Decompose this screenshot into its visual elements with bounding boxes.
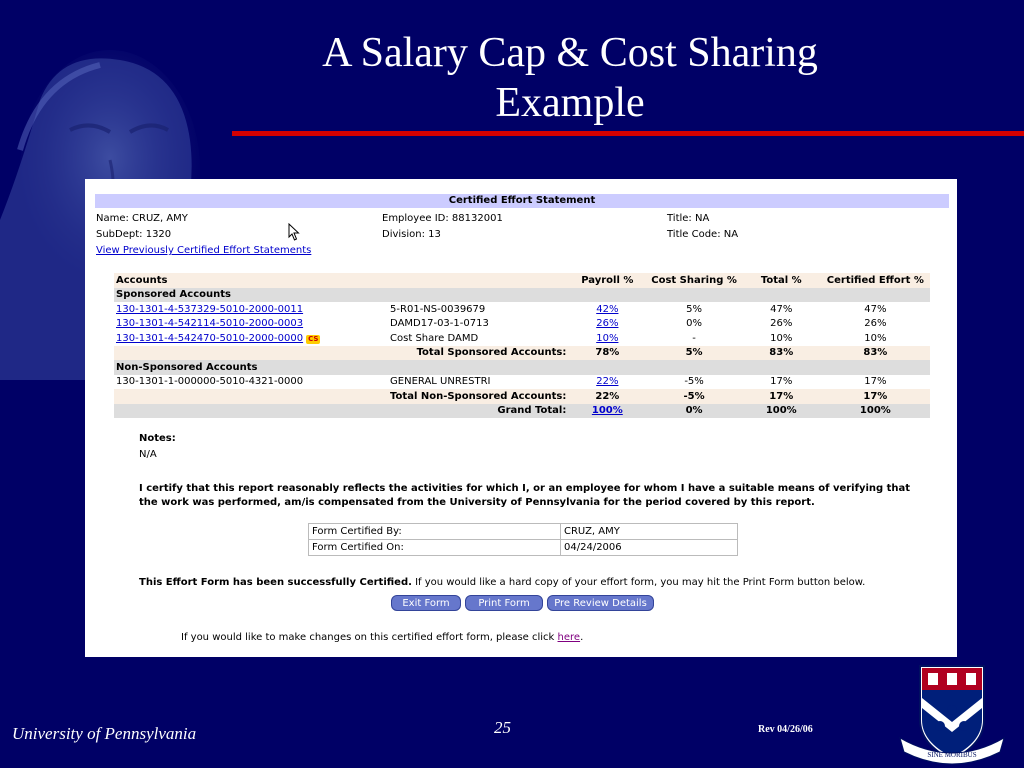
nonsponsored-total-certified: 17% — [821, 389, 930, 404]
table-row — [114, 331, 930, 346]
certified-value: 26% — [864, 318, 887, 330]
certification-statement: I certify that this report reasonably reflects the activities for which I, or an employee for whom I have a suitable means of verifying that the work was performed, am/is compensated from the University of Pennsylvania for the period covered by this report. — [139, 483, 911, 508]
cost-sharing-value: -5% — [684, 376, 704, 388]
employee-subdept: SubDept: 1320 — [96, 229, 172, 240]
effort-form-screenshot — [85, 179, 957, 657]
accounts-header-row — [114, 273, 930, 288]
certified-on-row — [309, 540, 738, 556]
certified-by-value: CRUZ, AMY — [561, 524, 738, 540]
change-text: If you would like to make changes on this certified effort form, please click — [181, 632, 558, 643]
payroll-link[interactable]: 26% — [596, 318, 619, 330]
form-heading: Certified Effort Statement — [95, 194, 949, 208]
nonsponsored-total-row — [114, 389, 930, 404]
cost-share-badge: CS — [308, 334, 319, 343]
sponsored-section-row — [114, 288, 930, 303]
logo-motto: SINE MORIBUS — [927, 751, 977, 759]
certified-on-label: Form Certified On: — [309, 540, 561, 556]
grand-total-payroll-link[interactable]: 100% — [591, 405, 623, 417]
total-value: 26% — [770, 318, 793, 330]
grand-total-cost-sharing: 0% — [646, 404, 741, 419]
account-link[interactable]: 130-1301-4-542470-5010-2000-0000 — [116, 332, 304, 344]
nonsponsored-total-payroll: 22% — [568, 389, 646, 404]
sponsored-total-payroll: 78% — [568, 346, 646, 361]
nonsponsored-total-cost-sharing: -5% — [646, 389, 741, 404]
notes-label: Notes: — [139, 433, 176, 444]
revision-date: Rev 04/26/06 — [758, 724, 813, 735]
account-link[interactable]: 130-1301-4-537329-5010-2000-0011 — [116, 303, 304, 315]
nonsponsored-total-total: 17% — [742, 389, 821, 404]
notes-value: N/A — [139, 449, 157, 460]
col-certified-effort: Certified Effort % — [821, 273, 930, 288]
grand-total-total: 100% — [742, 404, 821, 419]
change-instructions — [181, 632, 583, 643]
pre-review-details-button[interactable]: Pre Review Details — [547, 595, 654, 611]
col-payroll: Payroll % — [568, 273, 646, 288]
mouse-cursor-icon — [288, 223, 300, 241]
certified-value: 17% — [864, 376, 887, 388]
penn-shield-logo — [896, 664, 1008, 768]
page-number: 25 — [494, 718, 511, 737]
success-bold: This Effort Form has been successfully Certified. — [139, 577, 412, 588]
account-description: DAMD17-03-1-0713 — [390, 318, 489, 330]
success-message — [139, 577, 865, 588]
col-total: Total % — [742, 273, 821, 288]
grand-total-certified: 100% — [821, 404, 930, 419]
certified-value: 10% — [864, 332, 887, 344]
employee-division: Division: 13 — [382, 229, 441, 240]
table-row — [114, 375, 930, 390]
total-value: 10% — [770, 332, 793, 344]
cost-sharing-value: 5% — [686, 303, 703, 315]
account-description: GENERAL UNRESTRI — [390, 376, 491, 388]
certified-by-label: Form Certified By: — [309, 524, 561, 540]
payroll-link[interactable]: 10% — [596, 332, 619, 344]
sponsored-total-certified: 83% — [821, 346, 930, 361]
exit-form-button[interactable]: Exit Form — [391, 595, 461, 611]
sponsored-section-label: Sponsored Accounts — [114, 288, 930, 303]
col-accounts: Accounts — [114, 273, 388, 288]
certified-on-value: 04/24/2006 — [561, 540, 738, 556]
cost-sharing-value: 0% — [686, 318, 703, 330]
account-description: 5-R01-NS-0039679 — [390, 303, 486, 315]
certification-table — [308, 523, 738, 556]
table-row — [114, 317, 930, 332]
col-cost-sharing: Cost Sharing % — [646, 273, 741, 288]
slide-title-line2: Example — [495, 80, 645, 126]
footer-university: University of Pennsylvania — [12, 724, 197, 743]
certified-by-row — [309, 524, 738, 540]
success-rest: If you would like a hard copy of your effort form, you may hit the Print Form button below. — [411, 577, 866, 588]
employee-title: Title: NA — [667, 213, 710, 224]
nonsponsored-section-label: Non-Sponsored Accounts — [114, 360, 930, 375]
account-link[interactable]: 130-1301-4-542114-5010-2000-0003 — [116, 318, 304, 330]
account-number: 130-1301-1-000000-5010-4321-0000 — [116, 376, 304, 388]
account-description: Cost Share DAMD — [390, 332, 479, 344]
employee-id: Employee ID: 88132001 — [382, 213, 503, 224]
employee-name: Name: CRUZ, AMY — [96, 213, 188, 224]
total-value: 47% — [770, 303, 793, 315]
nonsponsored-total-label: Total Non-Sponsored Accounts: — [390, 390, 567, 402]
accounts-table — [114, 273, 930, 418]
table-row — [114, 302, 930, 317]
total-value: 17% — [770, 376, 793, 388]
change-here-link[interactable]: here — [557, 632, 581, 643]
payroll-link[interactable]: 42% — [596, 303, 619, 315]
print-form-button[interactable]: Print Form — [465, 595, 543, 611]
certified-value: 47% — [864, 303, 887, 315]
sponsored-total-cost-sharing: 5% — [646, 346, 741, 361]
view-previous-statements-link[interactable]: View Previously Certified Effort Statements — [96, 245, 312, 256]
sponsored-total-row — [114, 346, 930, 361]
grand-total-label: Grand Total: — [388, 404, 568, 419]
sponsored-total-label: Total Sponsored Accounts: — [388, 346, 568, 361]
employee-title-code: Title Code: NA — [667, 229, 739, 240]
slide-title — [270, 28, 870, 128]
grand-total-row — [114, 404, 930, 419]
sponsored-total-total: 83% — [742, 346, 821, 361]
slide-title-line1: A Salary Cap & Cost Sharing — [322, 30, 818, 76]
change-end: . — [580, 632, 584, 643]
title-underline-accent — [232, 131, 1024, 136]
cost-sharing-value: - — [692, 332, 696, 344]
payroll-link[interactable]: 22% — [596, 376, 619, 388]
nonsponsored-section-row — [114, 360, 930, 375]
